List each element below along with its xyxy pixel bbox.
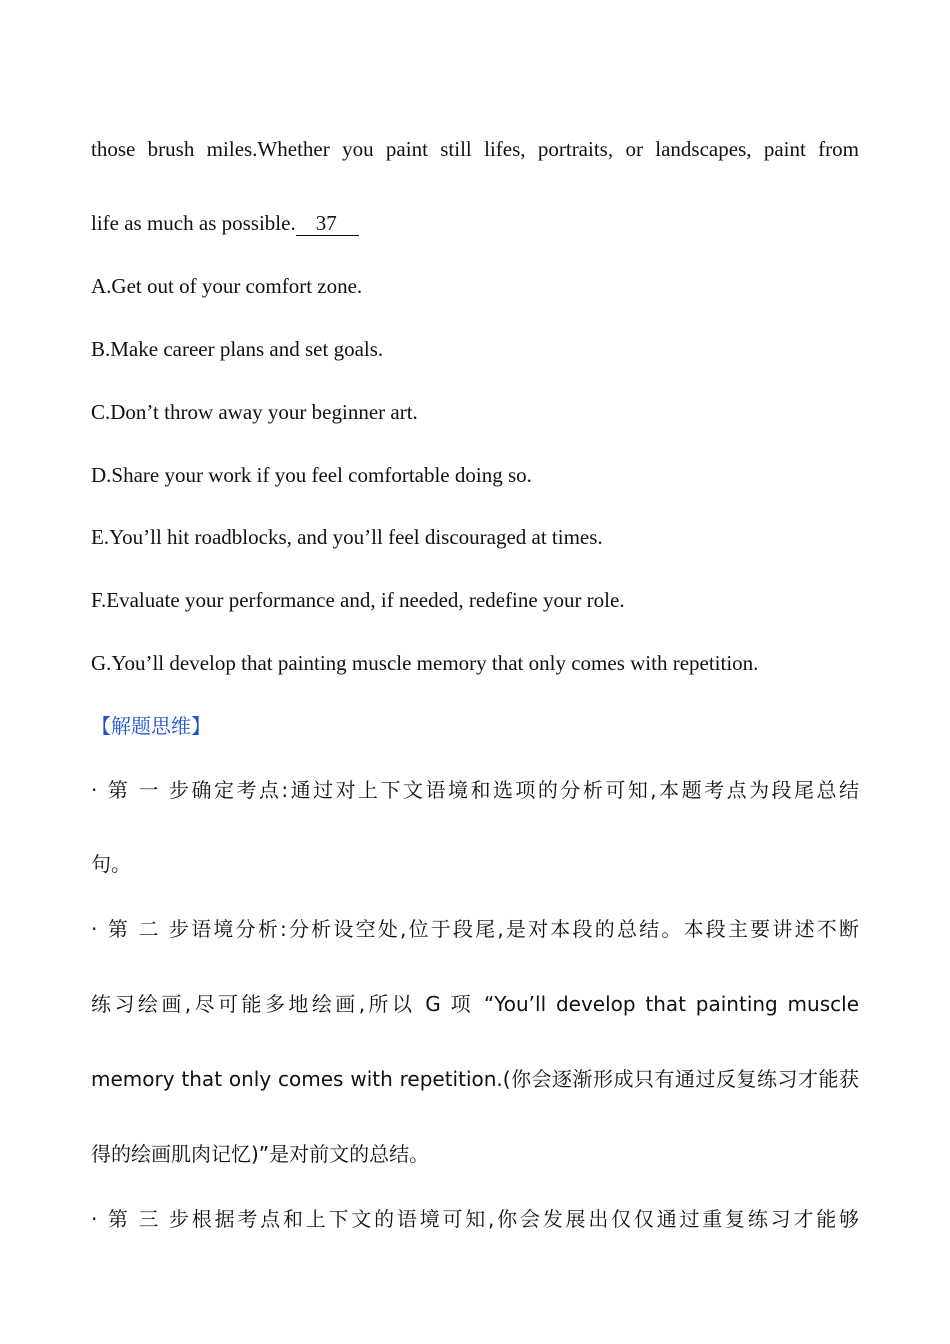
analysis-heading: 【解题思维】 xyxy=(91,714,211,738)
step3-label: ·第三步 xyxy=(91,1207,189,1231)
step2-line-4: 得的绘画肌肉记忆)”是对前文的总结。 xyxy=(91,1142,430,1166)
step2-text-1: 语境分析:分析设空处,位于段尾,是对本段的总结。本段主要讲述不断 xyxy=(189,917,859,941)
option-b: B.Make career plans and set goals. xyxy=(91,337,384,361)
passage-line-2 xyxy=(91,208,859,238)
step1-label: ·第一步 xyxy=(91,778,189,802)
answer-blank-37: 37 xyxy=(296,211,359,236)
option-g: G.You’ll develop that painting muscle memory that only comes with repetition. xyxy=(91,651,759,675)
step1-line-2: 句。 xyxy=(91,852,131,876)
step1-line-1 xyxy=(91,775,859,805)
step1-text-1: 确定考点:通过对上下文语境和选项的分析可知,本题考点为段尾总结 xyxy=(189,778,859,802)
step2-line-2: 练习绘画,尽可能多地绘画,所以 G 项 “You’ll develop that painting muscle xyxy=(91,992,859,1016)
option-a: A.Get out of your comfort zone. xyxy=(91,274,363,298)
step2-line-1 xyxy=(91,914,859,944)
option-f: F.Evaluate your performance and, if needed, redefine your role. xyxy=(91,588,625,612)
option-d: D.Share your work if you feel comfortable doing so. xyxy=(91,463,532,487)
passage-line-1: those brush miles.Whether you paint still lifes, portraits, or landscapes, paint from xyxy=(91,137,859,161)
step3-line-1 xyxy=(91,1204,859,1234)
step3-text-1: 根据考点和上下文的语境可知,你会发展出仅仅通过重复练习才能够 xyxy=(189,1207,859,1231)
step2-label: ·第二步 xyxy=(91,917,189,941)
option-e: E.You’ll hit roadblocks, and you’ll feel discouraged at times. xyxy=(91,525,603,549)
step2-line-3: memory that only comes with repetition.(你会逐渐形成只有通过反复练习才能获 xyxy=(91,1067,859,1091)
passage-line-2-text: life as much as possible. xyxy=(91,211,296,235)
option-c: C.Don’t throw away your beginner art. xyxy=(91,400,418,424)
